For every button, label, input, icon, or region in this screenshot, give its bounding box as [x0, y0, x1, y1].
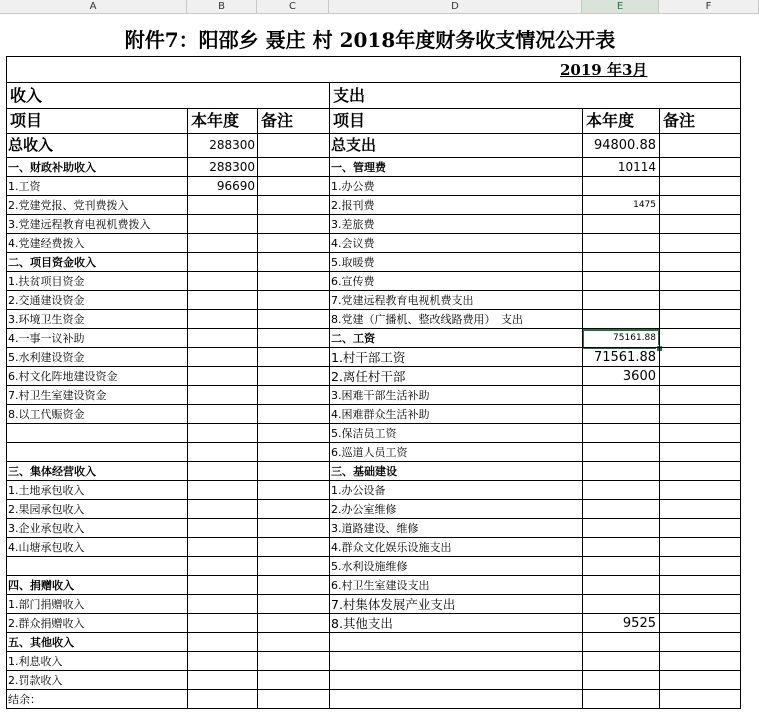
grid-line [6, 689, 741, 690]
expense-item-note[interactable] [659, 329, 740, 348]
income-item-note[interactable] [257, 386, 329, 405]
expense-item-note[interactable] [659, 519, 740, 538]
grid-line [6, 214, 741, 215]
income-item-label[interactable]: 6.村文化阵地建设资金 [8, 370, 118, 383]
income-item-note[interactable] [257, 690, 329, 709]
expense-item-amount[interactable] [582, 652, 656, 671]
income-item-amount[interactable] [187, 253, 255, 272]
expense-item-amount[interactable] [582, 557, 656, 576]
income-amount-header[interactable]: 本年度 [191, 111, 240, 130]
expense-item-label[interactable] [331, 652, 581, 671]
income-item-amount[interactable] [187, 538, 255, 557]
expense-item-label[interactable]: 三、基础建设 [331, 465, 397, 478]
grid-line [6, 347, 741, 348]
column-header-C[interactable]: C [257, 0, 329, 14]
income-item-note[interactable] [257, 538, 329, 557]
grid-line [329, 82, 330, 709]
expense-item-note[interactable] [659, 595, 740, 614]
grid-line [6, 133, 741, 134]
expense-item-amount[interactable] [582, 234, 656, 253]
expense-item-amount[interactable] [582, 177, 656, 196]
grid-line [6, 385, 741, 386]
expense-item-note[interactable] [659, 196, 740, 215]
expense-item-amount[interactable]: 75161.88 [613, 333, 656, 343]
grid-line [6, 518, 741, 519]
expense-item-label[interactable] [331, 690, 581, 709]
expense-amount-header[interactable]: 本年度 [586, 111, 635, 130]
expense-item-label[interactable]: 3.差旅费 [331, 218, 375, 231]
expense-item-note[interactable] [659, 671, 740, 690]
grid-line [6, 708, 741, 709]
expense-item-amount[interactable] [582, 386, 656, 405]
expense-item-amount[interactable] [582, 633, 656, 652]
income-item-amount[interactable] [187, 500, 255, 519]
expense-item-note[interactable] [659, 348, 740, 367]
expense-item-label[interactable]: 5.取暖费 [331, 256, 375, 269]
income-item-label[interactable]: 五、其他收入 [8, 636, 74, 649]
expense-item-amount[interactable] [582, 519, 656, 538]
grid-line [6, 271, 741, 272]
expense-item-note[interactable] [659, 538, 740, 557]
expense-item-amount[interactable] [582, 576, 656, 595]
income-item-note[interactable] [257, 576, 329, 595]
grid-line [6, 108, 741, 109]
income-item-label[interactable]: 3.党建远程教育电视机费拨入 [8, 218, 151, 231]
grid-line [6, 556, 741, 557]
income-item-note[interactable] [257, 500, 329, 519]
expense-item-header[interactable]: 项目 [333, 111, 366, 130]
grid-line [6, 594, 741, 595]
income-total-label[interactable]: 总收入 [8, 136, 54, 154]
expense-total-label[interactable]: 总支出 [331, 136, 377, 154]
expense-item-amount[interactable]: 9525 [622, 616, 656, 631]
expense-item-amount[interactable] [582, 272, 656, 291]
expense-item-note[interactable] [659, 234, 740, 253]
expense-item-label[interactable]: 4.群众文化娱乐设施支出 [331, 541, 452, 554]
income-item-amount[interactable] [187, 481, 255, 500]
income-item-amount[interactable] [187, 215, 255, 234]
income-item-amount[interactable] [187, 576, 255, 595]
income-item-label[interactable]: 1.利息收入 [8, 655, 63, 668]
income-item-note[interactable] [257, 158, 329, 177]
expense-item-label[interactable]: 4.会议费 [331, 237, 375, 250]
expense-item-label[interactable]: 6.巡道人员工资 [331, 446, 408, 459]
expense-item-label[interactable]: 8.党建（广播机、整改线路费用） 支出 [331, 313, 523, 326]
income-item-note[interactable] [257, 253, 329, 272]
expense-item-note[interactable] [659, 253, 740, 272]
expense-item-label[interactable]: 6.宣传费 [331, 275, 375, 288]
income-item-label[interactable]: 三、集体经营收入 [8, 465, 96, 478]
grid-line [6, 442, 741, 443]
grid-line [6, 195, 741, 196]
expense-item-label[interactable]: 2.离任村干部 [331, 369, 406, 384]
grid-line [6, 670, 741, 671]
expense-item-note[interactable] [659, 576, 740, 595]
column-header-B[interactable]: B [187, 0, 257, 14]
income-item-note[interactable] [257, 462, 329, 481]
grid-line [6, 56, 7, 709]
expense-item-amount[interactable] [582, 291, 656, 310]
expense-item-label[interactable]: 4.困难群众生活补助 [331, 408, 430, 421]
income-item-amount[interactable] [187, 557, 255, 576]
income-item-label[interactable]: 1.扶贫项目资金 [8, 275, 85, 288]
grid-line [6, 176, 741, 177]
income-item-note[interactable] [257, 424, 329, 443]
grid-line [257, 108, 258, 709]
grid-line [6, 56, 741, 57]
income-section-header[interactable]: 收入 [10, 86, 43, 105]
expense-item-label[interactable]: 1.办公费 [331, 180, 375, 193]
expense-item-label[interactable]: 一、管理费 [331, 161, 386, 174]
expense-item-note[interactable] [659, 310, 740, 329]
expense-item-label[interactable]: 7.党建远程教育电视机费支出 [331, 294, 474, 307]
income-item-label[interactable]: 结余： [8, 693, 41, 706]
expense-item-amount[interactable] [582, 500, 656, 519]
expense-item-note[interactable] [659, 652, 740, 671]
income-item-note[interactable] [257, 329, 329, 348]
income-item-amount[interactable] [187, 272, 255, 291]
income-item-amount[interactable] [187, 595, 255, 614]
grid-line [6, 328, 741, 329]
income-item-label[interactable]: 2.交通建设资金 [8, 294, 85, 307]
expense-item-amount[interactable] [582, 690, 656, 709]
expense-item-amount[interactable] [582, 462, 656, 481]
income-item-header[interactable]: 项目 [10, 111, 43, 130]
grid-line [6, 290, 741, 291]
expense-item-note[interactable] [659, 158, 740, 177]
income-item-note[interactable] [257, 177, 329, 196]
grid-line [6, 651, 741, 652]
column-header-D[interactable]: D [329, 0, 582, 14]
expense-item-amount[interactable] [582, 443, 656, 462]
income-item-note[interactable] [257, 234, 329, 253]
expense-item-amount[interactable] [582, 424, 656, 443]
expense-item-amount[interactable] [582, 538, 656, 557]
income-item-amount[interactable] [187, 614, 255, 633]
income-item-amount[interactable] [187, 671, 255, 690]
income-item-note[interactable] [257, 291, 329, 310]
expense-item-note[interactable] [659, 443, 740, 462]
grid-line [6, 366, 741, 367]
income-item-label[interactable]: 7.村卫生室建设资金 [8, 389, 107, 402]
income-item-label[interactable]: 3.企业承包收入 [8, 522, 85, 535]
income-item-note[interactable] [257, 633, 329, 652]
income-item-amount[interactable] [187, 443, 255, 462]
income-item-note[interactable] [257, 196, 329, 215]
income-item-label[interactable] [8, 424, 188, 443]
expense-total-amount[interactable]: 94800.88 [593, 138, 656, 153]
income-item-label[interactable]: 1.土地承包收入 [8, 484, 85, 497]
income-item-note[interactable] [257, 614, 329, 633]
column-header-E[interactable]: E [582, 0, 659, 14]
income-item-note[interactable] [257, 310, 329, 329]
expense-item-note[interactable] [659, 215, 740, 234]
income-item-label[interactable]: 4.山塘承包收入 [8, 541, 85, 554]
expense-note-header[interactable]: 备注 [663, 111, 696, 130]
income-item-label[interactable] [8, 443, 188, 462]
income-item-amount[interactable] [187, 652, 255, 671]
income-item-note[interactable] [257, 348, 329, 367]
expense-item-amount[interactable]: 3600 [622, 369, 656, 384]
income-item-amount[interactable] [187, 367, 255, 386]
expense-item-note[interactable] [659, 690, 740, 709]
income-item-note[interactable] [257, 481, 329, 500]
grid-line [6, 461, 741, 462]
income-item-note[interactable] [257, 595, 329, 614]
expense-item-amount[interactable]: 1475 [633, 200, 656, 210]
income-item-label[interactable]: 2.党建党报、党刊费拨入 [8, 199, 129, 212]
expense-item-note[interactable] [659, 424, 740, 443]
income-item-amount[interactable] [187, 386, 255, 405]
income-item-note[interactable] [257, 405, 329, 424]
grid-line [6, 499, 741, 500]
expense-item-amount[interactable] [582, 671, 656, 690]
expense-item-note[interactable] [659, 272, 740, 291]
grid-line [6, 82, 741, 83]
expense-item-label[interactable] [331, 671, 581, 690]
grid-line [6, 575, 741, 576]
expense-item-note[interactable] [659, 462, 740, 481]
expense-item-label[interactable]: 1.村干部工资 [331, 350, 406, 365]
income-item-amount[interactable] [187, 234, 255, 253]
expense-item-note[interactable] [659, 481, 740, 500]
expense-item-amount[interactable] [582, 405, 656, 424]
grid-line [659, 108, 660, 709]
income-item-amount[interactable] [187, 405, 255, 424]
income-item-label[interactable]: 2.罚款收入 [8, 674, 63, 687]
grid-line [740, 56, 741, 709]
expense-item-note[interactable] [659, 500, 740, 519]
income-item-amount[interactable]: 96690 [216, 179, 255, 193]
income-item-amount[interactable] [187, 348, 255, 367]
expense-item-label[interactable]: 2.报刊费 [331, 199, 375, 212]
expense-item-amount[interactable] [582, 310, 656, 329]
expense-item-label[interactable]: 8.其他支出 [331, 616, 393, 631]
expense-item-amount[interactable] [582, 215, 656, 234]
income-item-amount[interactable] [187, 690, 255, 709]
expense-item-note[interactable] [659, 367, 740, 386]
income-item-label[interactable]: 2.果园承包收入 [8, 503, 85, 516]
expense-item-note[interactable] [659, 291, 740, 310]
income-total-amount[interactable]: 288300 [209, 138, 255, 152]
grid-line [6, 309, 741, 310]
expense-item-label[interactable]: 二、工资 [331, 332, 375, 345]
expense-item-label[interactable]: 3.困难干部生活补助 [331, 389, 430, 402]
grid-line [187, 108, 188, 709]
expense-item-note[interactable] [659, 614, 740, 633]
income-item-note[interactable] [257, 652, 329, 671]
income-item-label[interactable]: 3.环境卫生资金 [8, 313, 85, 326]
income-item-amount[interactable] [187, 424, 255, 443]
grid-line [6, 613, 741, 614]
grid-line [6, 252, 741, 253]
expense-item-note[interactable] [659, 557, 740, 576]
expense-item-label[interactable]: 1.办公设备 [331, 484, 386, 497]
expense-item-label[interactable]: 6.村卫生室建设支出 [331, 579, 430, 592]
income-item-label[interactable]: 二、项目资金收入 [8, 256, 96, 269]
income-item-amount[interactable] [187, 519, 255, 538]
grid-line [6, 537, 741, 538]
expense-item-amount[interactable]: 71561.88 [593, 350, 656, 365]
income-item-label[interactable]: 2.群众捐赠收入 [8, 617, 85, 630]
income-item-label[interactable]: 4.党建经费拨入 [8, 237, 85, 250]
expense-item-label[interactable]: 7.村集体发展产业支出 [331, 597, 456, 612]
grid-line [6, 632, 741, 633]
income-item-amount[interactable] [187, 196, 255, 215]
income-note-header[interactable]: 备注 [261, 111, 294, 130]
income-item-label[interactable]: 4.一事一议补助 [8, 332, 85, 345]
grid-line [6, 233, 741, 234]
income-item-note[interactable] [257, 443, 329, 462]
expense-item-label[interactable]: 5.保洁员工资 [331, 427, 397, 440]
expense-item-label[interactable]: 5.水利设施维修 [331, 560, 408, 573]
income-item-label[interactable]: 8.以工代赈资金 [8, 408, 85, 421]
income-item-note[interactable] [257, 367, 329, 386]
expense-item-label[interactable]: 2.办公室维修 [331, 503, 397, 516]
grid-line [6, 157, 741, 158]
income-item-amount[interactable]: 288300 [209, 160, 255, 174]
income-item-amount[interactable] [187, 633, 255, 652]
expense-section-header[interactable]: 支出 [333, 86, 366, 105]
grid-line [582, 108, 583, 709]
column-header-A[interactable]: A [0, 0, 187, 14]
expense-item-label[interactable]: 3.道路建设、维修 [331, 522, 419, 535]
income-item-note[interactable] [257, 215, 329, 234]
expense-item-amount[interactable]: 10114 [617, 160, 656, 174]
income-item-amount[interactable] [187, 310, 255, 329]
sheet-title[interactable]: 附件7：阳邵乡 聂庄 村 2018年度财务收支情况公开表 [124, 28, 616, 52]
income-item-label[interactable]: 一、财政补助收入 [8, 161, 96, 174]
income-item-label[interactable]: 5.水利建设资金 [8, 351, 85, 364]
active-cell-highlight [582, 329, 660, 349]
income-item-note[interactable] [257, 671, 329, 690]
date-line[interactable]: 2019 年3月 [560, 61, 648, 79]
income-item-label[interactable]: 四、捐赠收入 [8, 579, 74, 592]
income-item-note[interactable] [257, 557, 329, 576]
expense-item-label[interactable] [331, 633, 581, 652]
income-item-amount[interactable] [187, 329, 255, 348]
income-item-label[interactable]: 1.工资 [8, 180, 41, 193]
expense-item-note[interactable] [659, 405, 740, 424]
expense-item-amount[interactable] [582, 481, 656, 500]
expense-item-amount[interactable] [582, 253, 656, 272]
income-item-amount[interactable] [187, 291, 255, 310]
income-item-note[interactable] [257, 272, 329, 291]
grid-line [6, 404, 741, 405]
income-item-label[interactable]: 1.部门捐赠收入 [8, 598, 85, 611]
expense-item-amount[interactable] [582, 595, 656, 614]
expense-item-note[interactable] [659, 177, 740, 196]
grid-line [6, 423, 741, 424]
income-item-note[interactable] [257, 519, 329, 538]
expense-item-note[interactable] [659, 386, 740, 405]
grid-line [6, 480, 741, 481]
income-item-amount[interactable] [187, 462, 255, 481]
income-item-label[interactable] [8, 557, 188, 576]
column-header-F[interactable]: F [659, 0, 759, 14]
expense-item-note[interactable] [659, 633, 740, 652]
